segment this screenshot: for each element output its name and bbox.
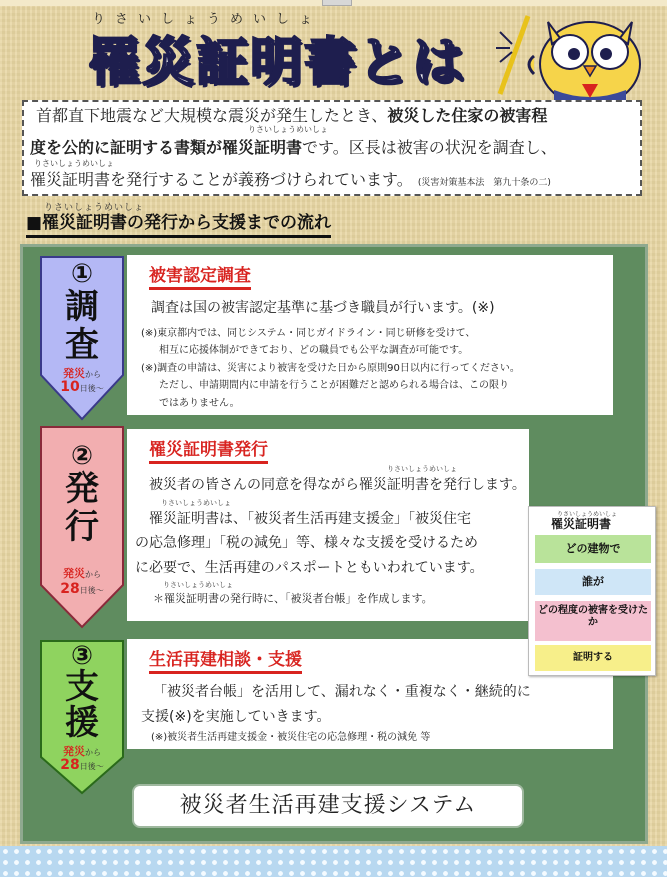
certificate-ruby: りさいしょうめいしょ bbox=[557, 511, 618, 518]
flow-heading: ■罹災証明書の発行から支援までの流れ bbox=[26, 208, 331, 238]
step-1-days-value: 10 bbox=[60, 379, 80, 395]
step-2-days bbox=[37, 581, 127, 597]
intro-line-2 bbox=[30, 136, 557, 160]
step-2-arrow bbox=[37, 425, 127, 631]
intro-box bbox=[22, 100, 642, 196]
step-2-ruby-1: りさいしょうめいしょ bbox=[387, 465, 457, 473]
step-1-note-5: ではありません。 bbox=[159, 397, 240, 409]
step-2-note: ＊罹災証明書の発行時に、「被災者台帳」を作成します。 bbox=[153, 592, 433, 605]
step-3-char-1: 支 bbox=[65, 667, 99, 707]
step-3-note: (※)被災者生活再建支援金・被災住宅の応急修理・税の減免 等 bbox=[151, 732, 431, 743]
step-1-notes bbox=[141, 325, 599, 413]
certificate-title: 罹災証明書 bbox=[551, 517, 612, 531]
step-2-number: ② bbox=[70, 441, 93, 471]
step-2-text-2: 罹災証明書は、「被災者生活再建支援金」「被災住宅 bbox=[149, 510, 471, 527]
intro-line3-ruby: りさいしょうめいしょ bbox=[34, 159, 114, 168]
step-2-card bbox=[127, 429, 529, 621]
step-1-note-4: ただし、申請期間内に申請を行うことが困難だと認められる場合は、この限り bbox=[159, 380, 509, 391]
owl-mascot-icon bbox=[494, 4, 654, 104]
step-1-char-2: 査 bbox=[65, 325, 99, 365]
step-1-text: 調査は国の被害認定基準に基づき職員が行います。(※) bbox=[151, 300, 495, 316]
step-3-arrow bbox=[37, 639, 127, 797]
step-3-number: ③ bbox=[70, 641, 93, 671]
step-1-suffix: から bbox=[85, 370, 101, 379]
step-2-text-4: に必要で、生活再建のパスポートともいわれています。 bbox=[135, 559, 484, 576]
step-3-text-1: 「被災者台帳」を活用して、漏れなく・重複なく・継続的に bbox=[153, 684, 531, 700]
title-ruby: りさいしょうめいしょ bbox=[92, 12, 323, 27]
step-1-days-suffix: 日後～ bbox=[79, 384, 104, 393]
step-3-days-value: 28 bbox=[60, 757, 80, 773]
intro-line-3 bbox=[30, 168, 551, 192]
step-2-text-3: の応急修理」「税の減免」等、様々な支援を受けるため bbox=[135, 535, 478, 551]
step-3-char-2: 援 bbox=[65, 703, 99, 743]
step-1-note-3: (※)調査の申請は、災害により被害を受けた日から原則90日以内に行ってください。 bbox=[141, 362, 520, 374]
step-2-label: 発災 bbox=[63, 567, 85, 580]
intro-line2-ruby: りさいしょうめいしょ bbox=[248, 125, 328, 134]
law-reference: (災害対策基本法 第九十条の二) bbox=[417, 178, 551, 188]
step-3-text-2: 支援(※)を実施していきます。 bbox=[141, 708, 331, 725]
step-1-arrow bbox=[37, 255, 127, 423]
step-3-label: 発災 bbox=[63, 745, 85, 758]
certificate-band-damage: どの程度の被害を受けたか bbox=[535, 601, 651, 641]
step-2-char-2: 行 bbox=[65, 507, 99, 547]
step-2-since bbox=[37, 565, 127, 581]
step-1-title: 被害認定調査 bbox=[149, 261, 251, 290]
step-3-title: 生活再建相談・支援 bbox=[149, 645, 302, 674]
bottom-dot-pattern bbox=[0, 846, 667, 877]
step-2-ruby-3: りさいしょうめいしょ bbox=[163, 581, 233, 589]
step-2-days-value: 28 bbox=[60, 581, 80, 597]
certificate-band-certify: 証明する bbox=[535, 645, 651, 671]
intro-line2-bold: 度を公的に証明する書類が罹災証明書 bbox=[30, 138, 303, 157]
intro-line2-text: です。区長は被害の状況を調査し、 bbox=[302, 138, 557, 157]
top-tab bbox=[322, 0, 352, 6]
step-2-text-1: 被災者の皆さんの同意を得ながら罹災証明書を発行します。 bbox=[149, 477, 526, 493]
step-1-note-1: (※)東京都内では、同じシステム・同じガイドライン・同じ研修を受けて、 bbox=[141, 327, 476, 339]
step-2-ruby-2: りさいしょうめいしょ bbox=[161, 498, 231, 507]
step-1-number: ① bbox=[70, 259, 93, 289]
step-2-days-suffix: 日後～ bbox=[79, 586, 104, 595]
intro-line1-bold: 被災した住家の被害程 bbox=[387, 106, 548, 125]
step-1-card bbox=[127, 255, 613, 415]
step-3-days-suffix: 日後～ bbox=[79, 762, 104, 771]
step-1-label: 発災 bbox=[63, 367, 85, 380]
step-1-days bbox=[37, 379, 127, 395]
flow-heading-ruby: りさいしょうめいしょ bbox=[44, 203, 145, 213]
page-title: 罹災証明書とは bbox=[88, 33, 467, 93]
intro-line3-text: 罹災証明書を発行することが義務づけられています。 bbox=[30, 170, 413, 189]
step-1-note-2: 相互に応援体制ができており、どの職員でも公平な調査が可能です。 bbox=[159, 345, 469, 356]
step-2-title: 罹災証明書発行 bbox=[149, 435, 268, 464]
certificate-band-who: 誰が bbox=[535, 569, 651, 595]
step-2-suffix: から bbox=[85, 570, 101, 579]
step-1-char-1: 調 bbox=[65, 287, 99, 327]
certificate-illustration bbox=[528, 506, 656, 676]
certificate-band-building: どの建物で bbox=[535, 535, 651, 563]
intro-line1-text: 首都直下地震など大規模な震災が発生したとき、 bbox=[36, 106, 388, 125]
step-3-suffix: から bbox=[85, 748, 101, 757]
support-system-label: 被災者生活再建支援システム bbox=[132, 784, 524, 828]
step-2-char-1: 発 bbox=[65, 469, 99, 509]
step-3-days bbox=[37, 757, 127, 773]
